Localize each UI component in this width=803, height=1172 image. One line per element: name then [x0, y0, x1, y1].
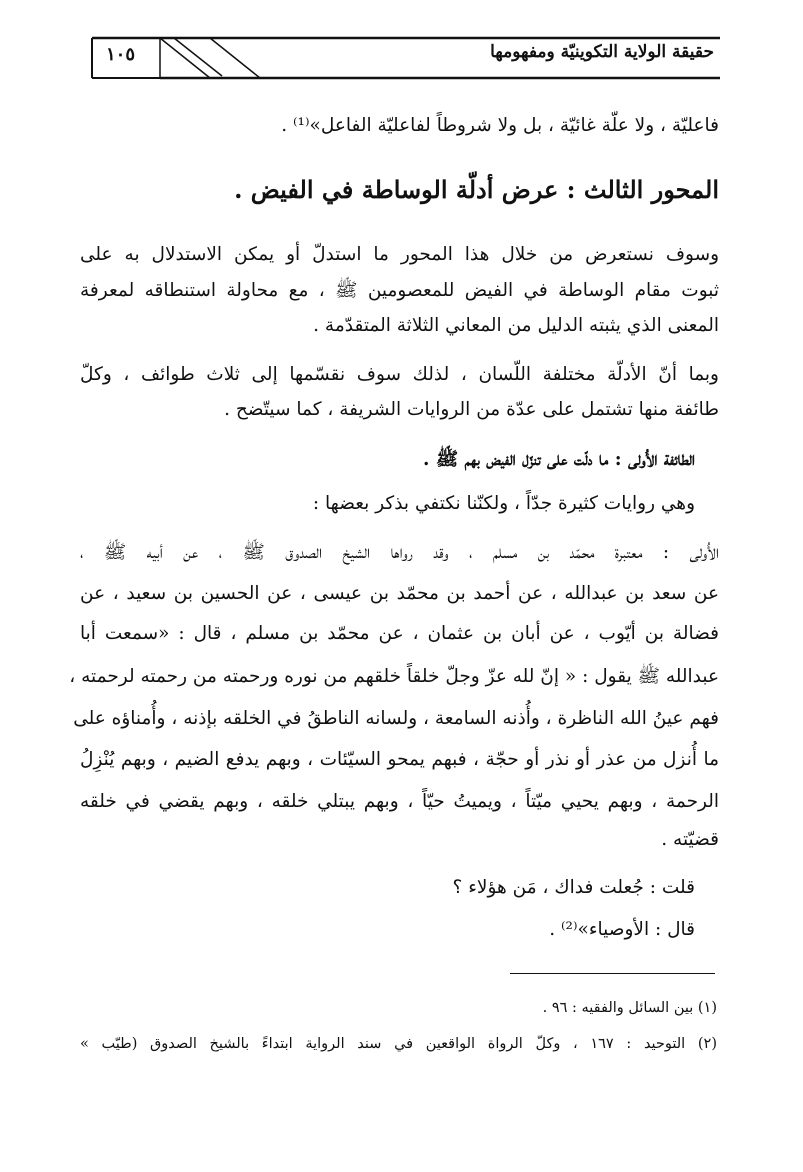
- text-line: الرحمة ، وبهم يحيي ميّتاً ، ويميتُ حيّاً ، وبهم يبتلي خلقه ، وبهم يقضي في خلقه: [80, 791, 719, 812]
- text-line: فاعليّة ، ولا علّة غائيّة ، بل ولا شروطاً لفاعليّة الفاعل»⁽¹⁾ .: [281, 115, 719, 136]
- text-line: وسوف نستعرض من خلال هذا المحور ما استدلّ أو يمكن الاستدلال به على: [80, 244, 719, 265]
- running-header-title: حقيقة الولاية التكوينيّة ومفهومها: [490, 42, 714, 62]
- text-line: ما أُنزل من عذر أو نذر أو حجّة ، فبهم يمحو السيّئات ، وبهم يدفع الضيم ، وبهم يُنْزِلُ: [80, 749, 719, 770]
- text-line: عن سعد بن عبدالله ، عن أحمد بن محمّد بن عيسى ، عن الحسين بن سعيد ، عن: [80, 583, 719, 604]
- page-number: ١٠٥: [106, 44, 136, 65]
- page-header: [90, 36, 722, 94]
- text-line: طائفة منها تشتمل على عدّة من الروايات الشريفة ، كما سيتّضح .: [224, 399, 719, 420]
- footnote-divider: [510, 973, 715, 974]
- dialogue-line: قال : الأوصياء»⁽²⁾ .: [549, 919, 695, 940]
- text-line: فضالة بن أيّوب ، عن أبان بن عثمان ، عن محمّد بن مسلم ، قال : «سمعت أبا: [80, 623, 719, 644]
- text-line: عبدالله ﷺ يقول : « إنّ لله عزّ وجلّ خلقاً خلقهم من نوره ورحمته من رحمته لرحمته ،: [69, 666, 719, 687]
- footnote-2: (٢) التوحيد : ١٦٧ ، وكلّ الرواة الواقعين في سند الرواية ابتداءً بالشيخ الصدوق (طيّب »: [80, 1036, 717, 1052]
- text-line: فهم عينُ الله الناظرة ، وأُذنه السامعة ، ولسانه الناطقُ في الخلقه بإذنه ، وأُمناؤه على: [73, 708, 719, 729]
- text-line: قضيّته .: [661, 829, 719, 850]
- footnote-1: (١) بين السائل والفقيه : ٩٦ .: [542, 1000, 717, 1016]
- text-line: الأُولى : معتبرة محمّد بن مسلم ، وقد رواها الشيخ الصدوق ﷺ ، عن أبيه ﷺ ،: [80, 542, 719, 563]
- section-heading: المحور الثالث : عرض أدلّة الوساطة في الفيض .: [234, 175, 719, 204]
- subheading: الطائفة الأُولى : ما دلّت على تنزّل الفيض بهم ﷺ .: [423, 449, 695, 470]
- text-line: المعنى الذي يثبته الدليل من المعاني الثلاثة المتقدّمة .: [313, 315, 719, 336]
- text-line: ثبوت مقام الوساطة في الفيض للمعصومين ﷺ ، مع محاولة استنطاقه لمعرفة: [80, 280, 719, 301]
- dialogue-line: قلت : جُعلت فداك ، مَن هؤلاء ؟: [452, 877, 695, 898]
- text-line: وهي روايات كثيرة جدّاً ، ولكنّنا نكتفي بذكر بعضها :: [312, 493, 695, 514]
- text-line: وبما أنّ الأدلّة مختلفة اللّسان ، لذلك سوف نقسّمها إلى ثلاث طوائف ، وكلّ: [80, 364, 719, 385]
